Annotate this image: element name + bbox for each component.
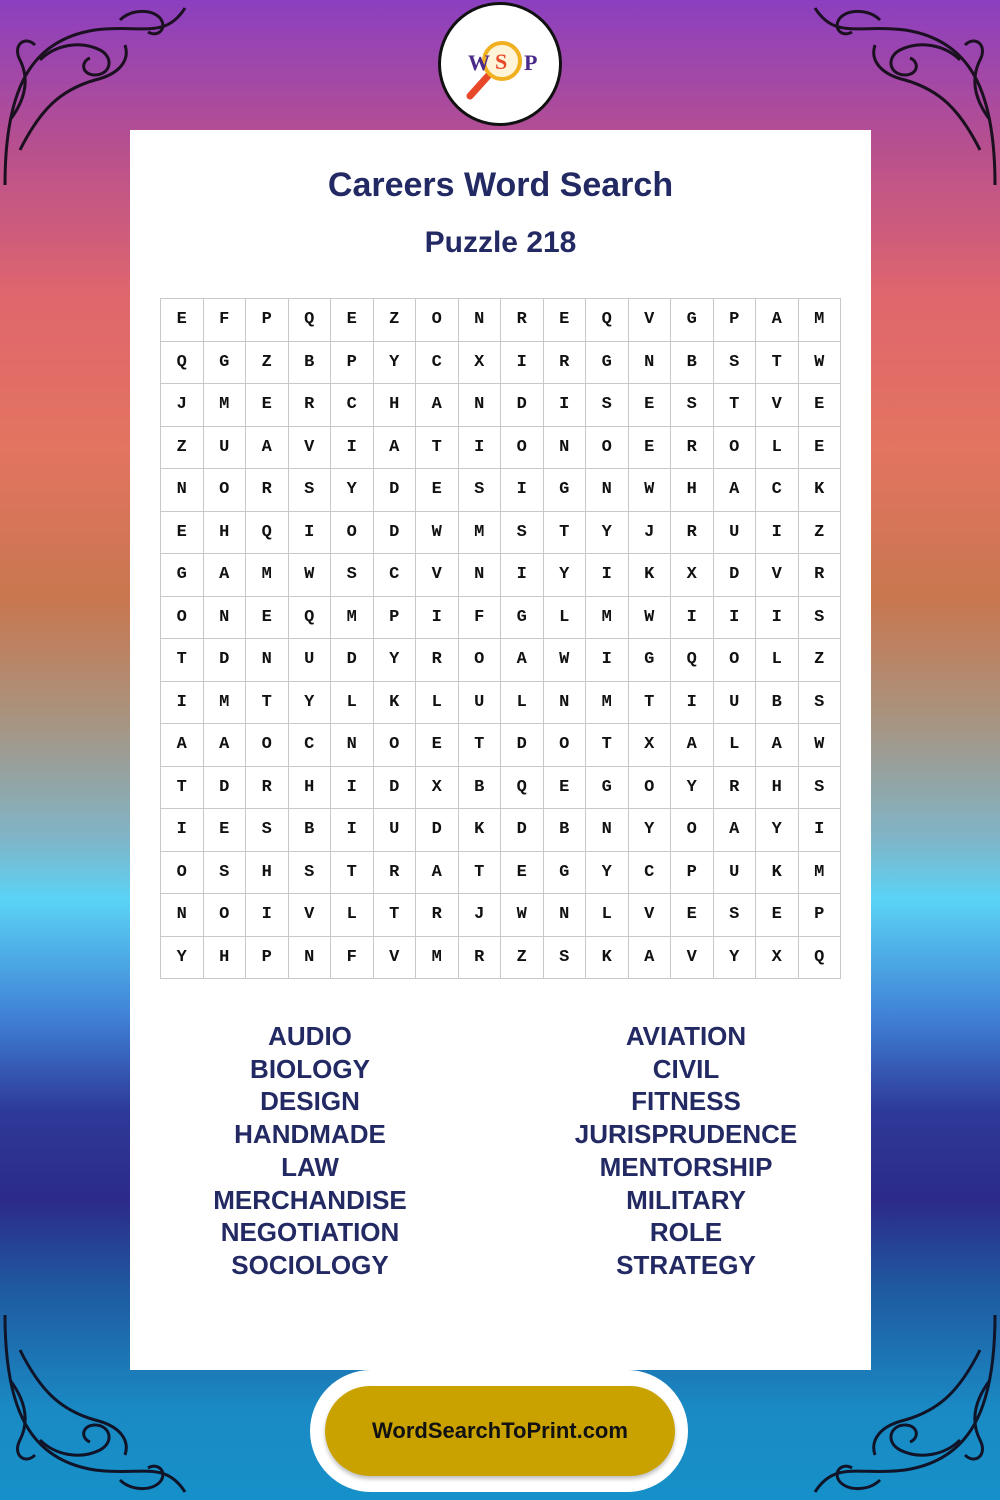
grid-cell[interactable]: M	[586, 682, 629, 725]
grid-cell[interactable]: Q	[161, 342, 204, 385]
wsp-logo[interactable]	[438, 2, 562, 126]
grid-cell[interactable]: Q	[289, 597, 332, 640]
grid-cell[interactable]: H	[246, 852, 289, 895]
grid-cell[interactable]: E	[501, 852, 544, 895]
grid-cell[interactable]: D	[204, 639, 247, 682]
word-list-item: MERCHANDISE	[213, 1184, 407, 1215]
logo-letter-s: S	[495, 49, 508, 74]
grid-cell[interactable]: S	[586, 384, 629, 427]
grid-cell[interactable]: S	[289, 852, 332, 895]
grid-cell[interactable]: Y	[629, 809, 672, 852]
grid-cell[interactable]: B	[459, 767, 502, 810]
grid-cell[interactable]: X	[671, 554, 714, 597]
grid-cell[interactable]: C	[756, 469, 799, 512]
grid-cell[interactable]: Z	[374, 299, 417, 342]
grid-cell[interactable]: H	[374, 384, 417, 427]
grid-cell[interactable]: E	[246, 597, 289, 640]
grid-cell[interactable]: B	[671, 342, 714, 385]
grid-cell[interactable]: O	[459, 639, 502, 682]
grid-cell[interactable]: L	[714, 724, 757, 767]
grid-cell[interactable]: I	[459, 427, 502, 470]
grid-cell[interactable]: H	[671, 469, 714, 512]
grid-cell[interactable]: P	[799, 894, 842, 937]
grid-cell[interactable]: M	[799, 852, 842, 895]
grid-cell[interactable]: A	[374, 427, 417, 470]
puzzle-card	[130, 130, 871, 1370]
grid-cell[interactable]: A	[416, 852, 459, 895]
grid-cell[interactable]: G	[501, 597, 544, 640]
grid-cell[interactable]: R	[459, 937, 502, 980]
grid-cell[interactable]: J	[459, 894, 502, 937]
grid-cell[interactable]: E	[246, 384, 289, 427]
grid-cell[interactable]: N	[544, 427, 587, 470]
grid-cell[interactable]: X	[629, 724, 672, 767]
grid-cell[interactable]: E	[799, 427, 842, 470]
word-list-right	[506, 1020, 866, 1282]
grid-cell[interactable]: S	[544, 937, 587, 980]
magnifier-icon	[450, 14, 550, 114]
grid-cell[interactable]: S	[459, 469, 502, 512]
grid-cell[interactable]: Z	[246, 342, 289, 385]
grid-cell[interactable]: N	[161, 469, 204, 512]
grid-cell[interactable]: O	[714, 639, 757, 682]
grid-cell[interactable]: H	[204, 937, 247, 980]
grid-cell[interactable]: U	[289, 639, 332, 682]
grid-cell[interactable]: C	[289, 724, 332, 767]
grid-cell[interactable]: Y	[289, 682, 332, 725]
grid-cell[interactable]: Y	[671, 767, 714, 810]
grid-cell[interactable]: D	[331, 639, 374, 682]
grid-cell[interactable]: U	[714, 512, 757, 555]
grid-cell[interactable]: I	[756, 512, 799, 555]
grid-cell[interactable]: R	[714, 767, 757, 810]
grid-cell[interactable]: R	[246, 767, 289, 810]
grid-cell[interactable]: B	[289, 342, 332, 385]
grid-cell[interactable]: W	[416, 512, 459, 555]
grid-cell[interactable]: Q	[289, 299, 332, 342]
grid-cell[interactable]: V	[416, 554, 459, 597]
word-list-item: SOCIOLOGY	[231, 1249, 389, 1280]
grid-cell[interactable]: P	[331, 342, 374, 385]
grid-cell[interactable]: M	[459, 512, 502, 555]
grid-cell[interactable]: M	[204, 384, 247, 427]
grid-cell[interactable]: V	[629, 894, 672, 937]
grid-cell[interactable]: W	[799, 342, 842, 385]
grid-cell[interactable]: Q	[246, 512, 289, 555]
grid-cell[interactable]: E	[544, 767, 587, 810]
grid-cell[interactable]: T	[459, 852, 502, 895]
grid-cell[interactable]: A	[714, 469, 757, 512]
grid-cell[interactable]: I	[799, 809, 842, 852]
page-title: Careers Word Search	[327, 166, 674, 204]
grid-cell[interactable]: S	[204, 852, 247, 895]
grid-cell[interactable]: S	[799, 767, 842, 810]
grid-cell[interactable]: C	[331, 384, 374, 427]
grid-cell[interactable]: A	[629, 937, 672, 980]
grid-cell[interactable]: L	[544, 597, 587, 640]
grid-cell[interactable]: Z	[161, 427, 204, 470]
word-list-item: MILITARY	[626, 1184, 746, 1215]
grid-cell[interactable]: N	[586, 469, 629, 512]
grid-cell[interactable]: M	[246, 554, 289, 597]
grid-cell[interactable]: N	[544, 682, 587, 725]
grid-cell[interactable]: I	[501, 554, 544, 597]
word-list-item: AVIATION	[625, 1021, 747, 1051]
grid-cell[interactable]: S	[246, 809, 289, 852]
grid-cell[interactable]: I	[671, 597, 714, 640]
grid-cell[interactable]: Y	[331, 469, 374, 512]
grid-cell[interactable]: N	[289, 937, 332, 980]
grid-cell[interactable]: W	[544, 639, 587, 682]
grid-cell[interactable]: I	[714, 597, 757, 640]
grid-cell[interactable]: O	[161, 852, 204, 895]
grid-cell[interactable]: X	[459, 342, 502, 385]
grid-cell[interactable]: I	[756, 597, 799, 640]
grid-cell[interactable]: T	[459, 724, 502, 767]
grid-cell[interactable]: U	[459, 682, 502, 725]
grid-cell[interactable]: L	[756, 639, 799, 682]
grid-cell[interactable]: I	[586, 554, 629, 597]
grid-cell[interactable]: A	[161, 724, 204, 767]
grid-cell[interactable]: T	[416, 427, 459, 470]
grid-cell[interactable]: M	[416, 937, 459, 980]
grid-cell[interactable]: G	[544, 469, 587, 512]
grid-cell[interactable]: B	[756, 682, 799, 725]
grid-cell[interactable]: I	[501, 342, 544, 385]
grid-cell[interactable]: N	[161, 894, 204, 937]
grid-cell[interactable]: W	[629, 597, 672, 640]
grid-cell[interactable]: Y	[161, 937, 204, 980]
grid-cell[interactable]: R	[501, 299, 544, 342]
grid-cell[interactable]: V	[756, 554, 799, 597]
grid-cell[interactable]: Z	[799, 639, 842, 682]
word-list-item: DESIGN	[260, 1086, 360, 1117]
grid-cell[interactable]: N	[459, 299, 502, 342]
grid-cell[interactable]: I	[586, 639, 629, 682]
grid-cell[interactable]: I	[246, 894, 289, 937]
grid-cell[interactable]: F	[459, 597, 502, 640]
word-list-item: MENTORSHIP	[599, 1151, 773, 1182]
grid-cell[interactable]: A	[671, 724, 714, 767]
grid-cell[interactable]: S	[714, 894, 757, 937]
grid-cell[interactable]: P	[374, 597, 417, 640]
grid-cell[interactable]: M	[331, 597, 374, 640]
grid-cell[interactable]: A	[204, 554, 247, 597]
grid-cell[interactable]: I	[416, 597, 459, 640]
grid-cell[interactable]: G	[671, 299, 714, 342]
grid-cell[interactable]: A	[246, 427, 289, 470]
grid-cell[interactable]: D	[501, 384, 544, 427]
grid-cell[interactable]: T	[586, 724, 629, 767]
grid-cell[interactable]: Y	[586, 512, 629, 555]
grid-cell[interactable]: D	[374, 767, 417, 810]
grid-cell[interactable]: T	[756, 342, 799, 385]
puzzle-number: Puzzle 218	[424, 226, 577, 259]
grid-cell[interactable]: G	[161, 554, 204, 597]
grid-cell[interactable]: G	[586, 767, 629, 810]
grid-cell[interactable]: O	[586, 427, 629, 470]
grid-cell[interactable]: U	[204, 427, 247, 470]
grid-cell[interactable]: N	[246, 639, 289, 682]
grid-cell[interactable]: I	[289, 512, 332, 555]
word-list-item: FITNESS	[631, 1086, 741, 1117]
grid-cell[interactable]: A	[714, 809, 757, 852]
grid-cell[interactable]: I	[501, 469, 544, 512]
grid-cell[interactable]: A	[756, 724, 799, 767]
grid-cell[interactable]: K	[374, 682, 417, 725]
grid-cell[interactable]: T	[161, 639, 204, 682]
grid-cell[interactable]: S	[671, 384, 714, 427]
grid-cell[interactable]: Y	[544, 554, 587, 597]
grid-cell[interactable]: R	[416, 894, 459, 937]
grid-cell[interactable]: R	[374, 852, 417, 895]
grid-cell[interactable]: J	[161, 384, 204, 427]
grid-cell[interactable]: R	[246, 469, 289, 512]
word-list-item: JURISPRUDENCE	[574, 1119, 798, 1150]
grid-cell[interactable]: I	[331, 427, 374, 470]
logo-letter-p: P	[524, 50, 538, 75]
logo-letter-w: W	[468, 50, 490, 75]
grid-cell[interactable]: G	[629, 639, 672, 682]
grid-cell[interactable]: P	[246, 299, 289, 342]
grid-cell[interactable]: F	[204, 299, 247, 342]
grid-cell[interactable]: B	[289, 809, 332, 852]
word-list-item: BIOLOGY	[250, 1053, 370, 1084]
grid-cell[interactable]: H	[289, 767, 332, 810]
grid-cell[interactable]: I	[671, 682, 714, 725]
grid-cell[interactable]: M	[204, 682, 247, 725]
grid-cell[interactable]: K	[586, 937, 629, 980]
grid-cell[interactable]: Q	[586, 299, 629, 342]
grid-cell[interactable]: R	[544, 342, 587, 385]
grid-cell[interactable]: Q	[799, 937, 842, 980]
grid-cell[interactable]: X	[416, 767, 459, 810]
grid-cell[interactable]: Q	[501, 767, 544, 810]
grid-cell[interactable]: I	[331, 767, 374, 810]
word-list-item: AUDIO	[268, 1021, 352, 1051]
grid-cell[interactable]: O	[246, 724, 289, 767]
grid-cell[interactable]: S	[289, 469, 332, 512]
grid-cell[interactable]: K	[756, 852, 799, 895]
grid-cell[interactable]: E	[331, 299, 374, 342]
grid-cell[interactable]: S	[331, 554, 374, 597]
grid-cell[interactable]: N	[204, 597, 247, 640]
grid-cell[interactable]: I	[544, 384, 587, 427]
grid-cell[interactable]: V	[289, 427, 332, 470]
grid-cell[interactable]: A	[204, 724, 247, 767]
grid-cell[interactable]: E	[671, 894, 714, 937]
grid-cell[interactable]: S	[799, 597, 842, 640]
grid-cell[interactable]: D	[374, 512, 417, 555]
grid-cell[interactable]: L	[416, 682, 459, 725]
grid-cell[interactable]: O	[671, 809, 714, 852]
grid-cell[interactable]: I	[331, 809, 374, 852]
grid-cell[interactable]: Y	[374, 342, 417, 385]
grid-cell[interactable]: H	[204, 512, 247, 555]
grid-cell[interactable]: O	[416, 299, 459, 342]
grid-cell[interactable]: O	[204, 469, 247, 512]
grid-cell[interactable]: S	[714, 342, 757, 385]
grid-cell[interactable]: U	[374, 809, 417, 852]
grid-cell[interactable]: C	[629, 852, 672, 895]
grid-cell[interactable]: G	[544, 852, 587, 895]
grid-cell[interactable]: Y	[714, 937, 757, 980]
grid-cell[interactable]: L	[331, 682, 374, 725]
grid-cell[interactable]: R	[671, 512, 714, 555]
grid-cell[interactable]: D	[501, 724, 544, 767]
word-list-item: NEGOTIATION	[220, 1217, 400, 1248]
grid-cell[interactable]: V	[289, 894, 332, 937]
grid-cell[interactable]: T	[629, 682, 672, 725]
grid-cell[interactable]: E	[416, 724, 459, 767]
grid-cell[interactable]: E	[161, 512, 204, 555]
grid-cell[interactable]: N	[459, 384, 502, 427]
word-list-item: HANDMADE	[234, 1119, 386, 1150]
grid-cell[interactable]: D	[501, 809, 544, 852]
grid-cell[interactable]: Z	[501, 937, 544, 980]
grid-cell[interactable]: E	[416, 469, 459, 512]
grid-cell[interactable]: Y	[756, 809, 799, 852]
grid-cell[interactable]: L	[756, 427, 799, 470]
grid-cell[interactable]: Y	[374, 639, 417, 682]
grid-cell[interactable]: D	[204, 767, 247, 810]
grid-cell[interactable]: O	[544, 724, 587, 767]
grid-cell[interactable]: O	[331, 512, 374, 555]
word-list-left	[130, 1020, 490, 1282]
grid-cell[interactable]: A	[756, 299, 799, 342]
grid-cell[interactable]: P	[714, 299, 757, 342]
grid-cell[interactable]: E	[204, 809, 247, 852]
grid-cell[interactable]: N	[629, 342, 672, 385]
grid-cell[interactable]: G	[586, 342, 629, 385]
grid-cell[interactable]: N	[544, 894, 587, 937]
grid-cell[interactable]: W	[289, 554, 332, 597]
grid-cell[interactable]: O	[161, 597, 204, 640]
grid-cell[interactable]: O	[714, 427, 757, 470]
grid-cell[interactable]: W	[629, 469, 672, 512]
grid-cell[interactable]: X	[756, 937, 799, 980]
grid-cell[interactable]: A	[501, 639, 544, 682]
grid-cell[interactable]: R	[671, 427, 714, 470]
grid-cell[interactable]: C	[416, 342, 459, 385]
letter-grid	[160, 298, 841, 979]
grid-cell[interactable]: W	[501, 894, 544, 937]
grid-cell[interactable]: R	[416, 639, 459, 682]
grid-cell[interactable]: O	[501, 427, 544, 470]
grid-cell[interactable]: T	[161, 767, 204, 810]
grid-cell[interactable]: U	[714, 682, 757, 725]
grid-cell[interactable]: V	[374, 937, 417, 980]
word-list-item: CIVIL	[652, 1053, 720, 1084]
grid-cell[interactable]: V	[756, 384, 799, 427]
word-list-item: STRATEGY	[616, 1249, 756, 1280]
grid-cell[interactable]: Q	[671, 639, 714, 682]
grid-cell[interactable]: J	[629, 512, 672, 555]
grid-cell[interactable]: M	[799, 299, 842, 342]
grid-cell[interactable]: F	[331, 937, 374, 980]
grid-cell[interactable]: I	[161, 682, 204, 725]
grid-cell[interactable]: K	[629, 554, 672, 597]
grid-cell[interactable]: E	[544, 299, 587, 342]
grid-cell[interactable]: O	[204, 894, 247, 937]
word-list-item: LAW	[281, 1151, 339, 1182]
grid-cell[interactable]: O	[629, 767, 672, 810]
grid-cell[interactable]: D	[374, 469, 417, 512]
grid-cell[interactable]: L	[586, 894, 629, 937]
grid-cell[interactable]: D	[416, 809, 459, 852]
grid-cell[interactable]: T	[331, 852, 374, 895]
grid-cell[interactable]: E	[161, 299, 204, 342]
grid-cell[interactable]: R	[799, 554, 842, 597]
grid-cell[interactable]: Y	[586, 852, 629, 895]
website-link-button[interactable]: WordSearchToPrint.com	[325, 1386, 675, 1476]
grid-cell[interactable]: P	[246, 937, 289, 980]
grid-cell[interactable]: E	[799, 384, 842, 427]
grid-cell[interactable]: C	[374, 554, 417, 597]
grid-cell[interactable]: L	[331, 894, 374, 937]
grid-cell[interactable]: K	[459, 809, 502, 852]
grid-cell[interactable]: V	[671, 937, 714, 980]
grid-cell[interactable]: H	[756, 767, 799, 810]
grid-cell[interactable]: E	[629, 384, 672, 427]
grid-cell[interactable]: V	[629, 299, 672, 342]
grid-cell[interactable]: T	[246, 682, 289, 725]
grid-cell[interactable]: T	[374, 894, 417, 937]
word-list-item: ROLE	[649, 1217, 723, 1248]
grid-cell[interactable]: U	[714, 852, 757, 895]
grid-cell[interactable]: Z	[799, 512, 842, 555]
grid-cell[interactable]: T	[544, 512, 587, 555]
grid-cell[interactable]: N	[586, 809, 629, 852]
grid-cell[interactable]: N	[459, 554, 502, 597]
grid-cell[interactable]: O	[374, 724, 417, 767]
grid-cell[interactable]: L	[501, 682, 544, 725]
grid-cell[interactable]: S	[501, 512, 544, 555]
grid-cell[interactable]: W	[799, 724, 842, 767]
grid-cell[interactable]: S	[799, 682, 842, 725]
grid-cell[interactable]: B	[544, 809, 587, 852]
grid-cell[interactable]: E	[756, 894, 799, 937]
grid-cell[interactable]: M	[586, 597, 629, 640]
grid-cell[interactable]: K	[799, 469, 842, 512]
grid-cell[interactable]: T	[714, 384, 757, 427]
grid-cell[interactable]: D	[714, 554, 757, 597]
grid-cell[interactable]: P	[671, 852, 714, 895]
grid-cell[interactable]: E	[629, 427, 672, 470]
grid-cell[interactable]: I	[161, 809, 204, 852]
grid-cell[interactable]: R	[289, 384, 332, 427]
grid-cell[interactable]: G	[204, 342, 247, 385]
grid-cell[interactable]: N	[331, 724, 374, 767]
grid-cell[interactable]: A	[416, 384, 459, 427]
